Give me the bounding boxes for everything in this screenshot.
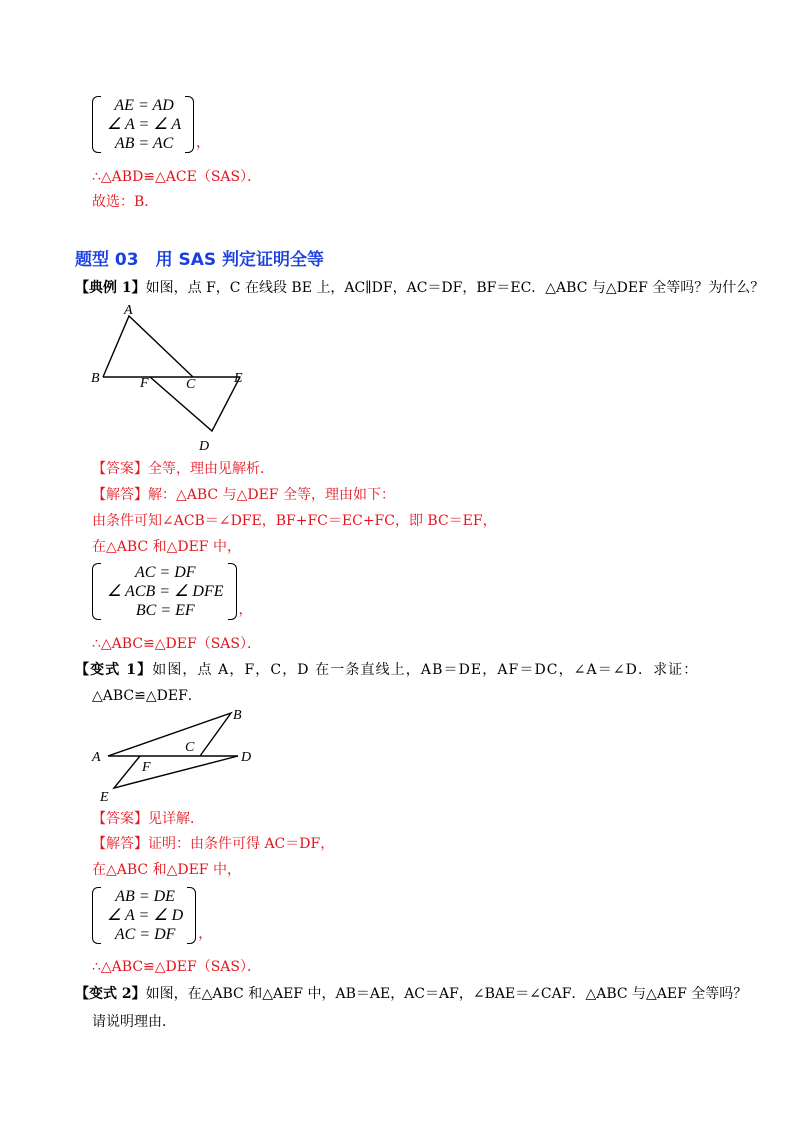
variant2-tag: 【变式 2】 <box>75 986 146 1002</box>
example1-solution-1: 【解答】解：△ABC 与△DEF 全等，理由如下： <box>92 487 395 503</box>
example1-solution-2: 由条件可知∠ACB＝∠DFE，BF+FC＝EC+FC，即 BC＝EF， <box>92 513 497 529</box>
example1-conclusion: ∴△ABC≌△DEF（SAS）． <box>92 636 261 652</box>
variant2-question <box>75 984 747 1004</box>
section-title: 题型 03 用 SAS 判定证明全等 <box>75 250 325 270</box>
comma: ， <box>238 602 253 618</box>
variant2-question-2: 请说明理由． <box>92 1014 176 1030</box>
example1-question-text: 如图，点 F，C 在线段 BE 上，AC∥DF，AC＝DF，BF＝EC．△ABC 与△DEF 全等吗？为什么？ <box>145 280 765 296</box>
variant2-question-text: 如图，在△ABC 和△AEF 中，AB＝AE，AC＝AF，∠BAE＝∠CAF．△ABC 与△AEF 全等吗？ <box>145 986 748 1002</box>
variant1-conclusion: ∴△ABC≌△DEF（SAS）． <box>92 959 261 975</box>
example1-equation-system <box>92 563 253 620</box>
variant1-question-text: 如图，点 A，F，C，D 在一条直线上，AB＝DE，AF＝DC，∠A＝∠D．求证： <box>152 662 699 678</box>
top-conclusion: ∴△ABD≌△ACE（SAS）． <box>92 169 262 185</box>
equation-row: AC = DF <box>114 926 176 943</box>
equation-row: AB = AC <box>114 135 174 152</box>
variant1-answer: 【答案】见详解． <box>92 811 204 827</box>
label-f: F <box>142 760 151 775</box>
example1-tag: 【典例 1】 <box>75 280 146 296</box>
equation-row: ∠ ACB = ∠ DFE <box>107 583 224 600</box>
label-c: C <box>186 377 196 392</box>
example1-figure <box>88 300 258 458</box>
example1-answer: 【答案】全等，理由见解析． <box>92 461 274 477</box>
equation-row: AC = DF <box>134 564 196 581</box>
left-brace <box>92 887 101 944</box>
triangle-abc <box>103 316 193 377</box>
variant1-solution-1: 【解答】证明：由条件可得 AC＝DF， <box>92 836 335 852</box>
equation-row: ∠ A = ∠ A <box>107 116 182 133</box>
right-brace <box>228 563 237 620</box>
top-choice: 故选：B． <box>92 194 159 210</box>
label-f: F <box>140 376 149 391</box>
equation-row: AB = DE <box>115 888 175 905</box>
left-brace <box>92 563 101 620</box>
variant1-question-2: △ABC≌△DEF． <box>92 688 202 704</box>
comma: ， <box>196 135 211 151</box>
variant1-question <box>75 660 698 680</box>
label-d: D <box>199 439 210 454</box>
label-e: E <box>100 790 109 805</box>
label-e: E <box>234 371 243 386</box>
variant1-equation-system <box>92 887 212 944</box>
right-brace <box>185 96 194 153</box>
example1-question <box>75 278 764 298</box>
label-b: B <box>91 371 100 386</box>
variant1-figure <box>88 705 258 807</box>
variant1-solution-2: 在△ABC 和△DEF 中， <box>92 862 241 878</box>
label-b: B <box>233 708 242 723</box>
label-a: A <box>92 750 101 765</box>
comma: ， <box>198 926 213 942</box>
right-brace <box>187 887 196 944</box>
triangle-abc <box>108 713 231 756</box>
equation-row: AE = AD <box>114 97 174 114</box>
variant1-tag: 【变式 1】 <box>75 662 153 678</box>
label-a: A <box>124 303 133 318</box>
equation-row: BC = EF <box>135 602 195 619</box>
label-c: C <box>185 740 195 755</box>
equation-row: ∠ A = ∠ D <box>107 907 184 924</box>
label-d: D <box>241 750 252 765</box>
top-equation-system <box>92 96 210 153</box>
triangle-def <box>114 756 238 788</box>
left-brace <box>92 96 101 153</box>
example1-solution-3: 在△ABC 和△DEF 中， <box>92 539 241 555</box>
